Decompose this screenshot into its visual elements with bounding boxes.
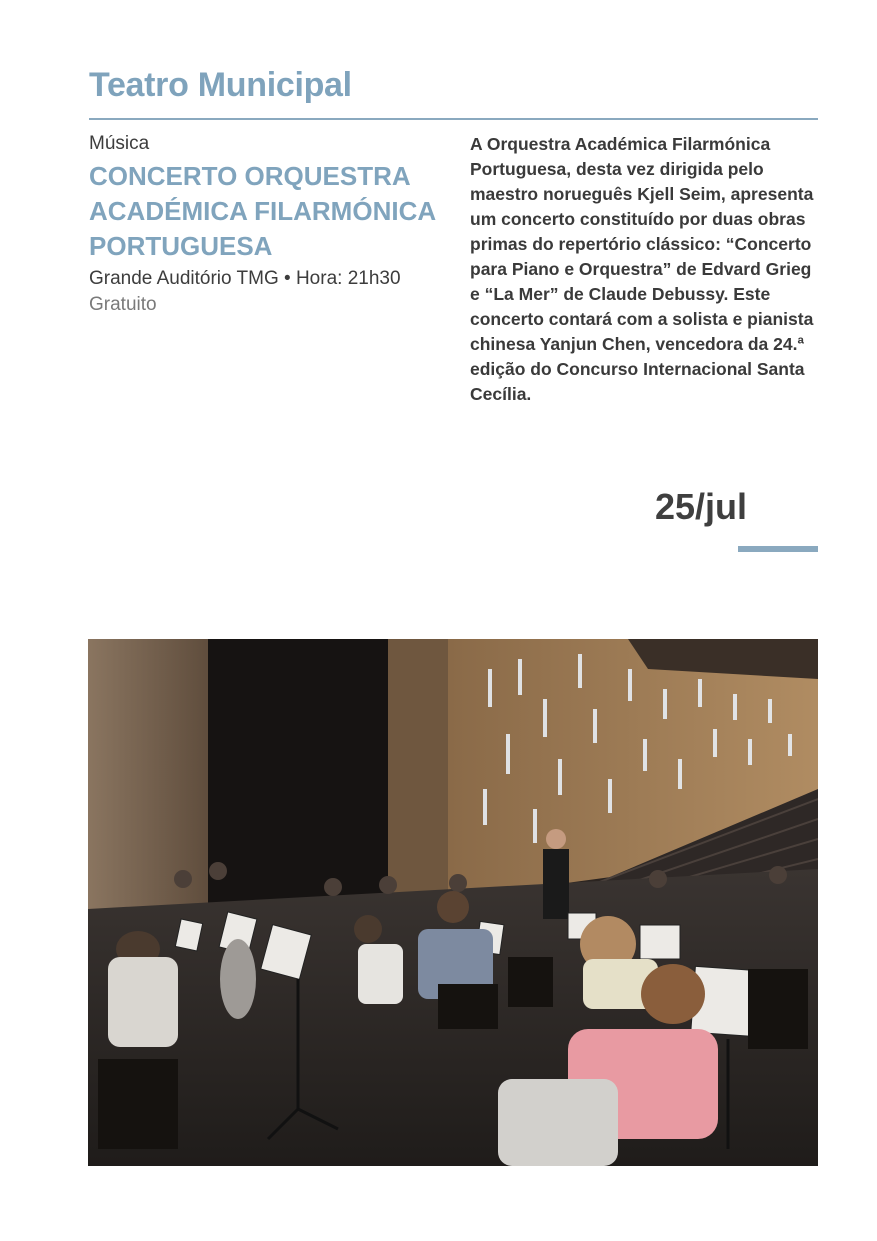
event-description: A Orquestra Académica Filarmónica Portuguesa, desta vez dirigida pelo maestro norueguês Kjell Seim, apresenta um concerto constituído por duas obras primas do repertório clássico: “Concerto para Piano e Orquestra” de Edvard Grieg e “La Mer” de Claude Debussy. Este concerto contará com a solista e pianista chinesa Yanjun Chen, vencedora da 24.ª edição do Concurso Internacional Santa Cecília.	[470, 134, 814, 404]
event-price: Gratuito	[89, 294, 157, 315]
event-venue-time: Grande Auditório TMG • Hora: 21h30	[89, 268, 401, 289]
event-category: Música	[89, 133, 150, 154]
event-date: 25/jul	[655, 486, 748, 527]
event-info	[89, 133, 439, 317]
orchestra-rehearsal-image	[88, 639, 818, 1166]
header-divider	[89, 118, 818, 120]
venue-title: Teatro Municipal	[89, 66, 352, 104]
event-title: CONCERTO ORQUESTRA ACADÉMICA FILARMÓNICA PORTUGUESA	[89, 161, 436, 261]
orchestra-photo	[88, 639, 818, 1166]
date-underline	[738, 546, 818, 552]
